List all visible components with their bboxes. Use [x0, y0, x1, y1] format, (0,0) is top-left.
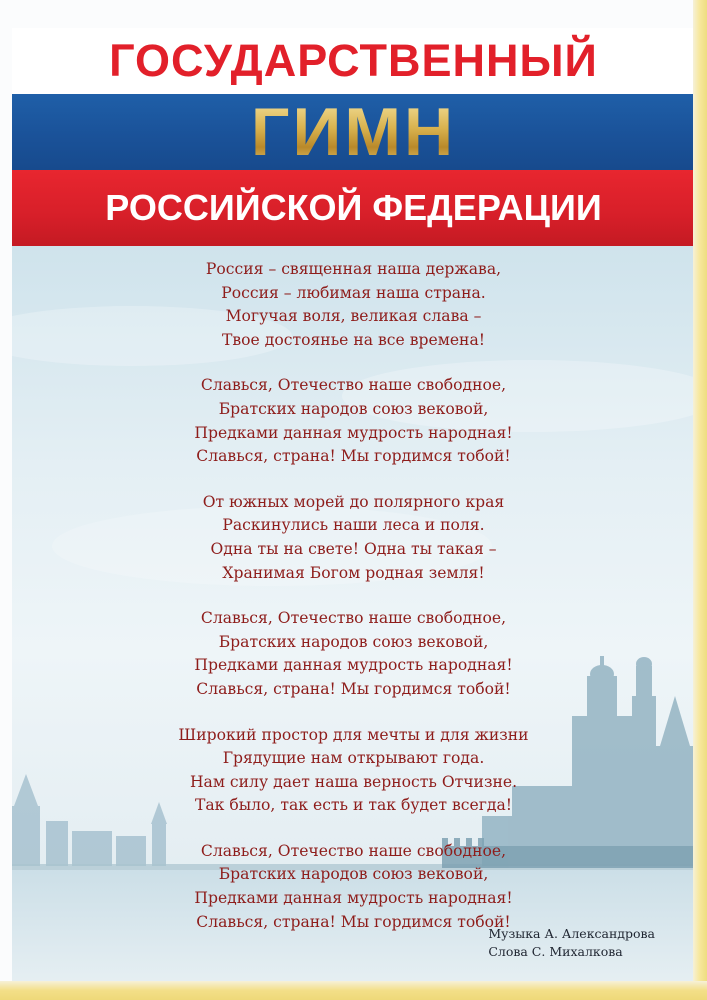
lyric-line: Грядущие нам открывают года.	[222, 749, 485, 768]
lyric-line: Одна ты на свете! Одна ты такая –	[210, 539, 497, 558]
lyric-line: Раскинулись наши леса и поля.	[222, 516, 485, 535]
title-state: ГОСУДАРСТВЕННЫЙ	[109, 35, 598, 86]
lyric-line: Предками данная мудрость народная!	[194, 656, 513, 675]
lyric-line: Хранимая Богом родная земля!	[222, 563, 485, 582]
music-credit: Музыка А. Александрова	[488, 926, 655, 941]
stanza-chorus	[0, 607, 707, 701]
lyric-line: Предками данная мудрость народная!	[194, 889, 513, 908]
gold-frame-right	[693, 0, 707, 1000]
stanza	[0, 258, 707, 352]
lyric-line: Нам силу дает наша верность Отчизне.	[189, 772, 518, 791]
lyric-line: Славься, страна! Мы гордимся тобой!	[196, 912, 511, 931]
words-credit: Слова С. Михалкова	[488, 944, 623, 959]
lyric-line: Могучая воля, великая слава –	[225, 307, 482, 326]
credits	[488, 925, 655, 961]
lyric-line: Славься, страна! Мы гордимся тобой!	[196, 447, 511, 466]
lyric-line: Широкий простор для мечты и для жизни	[178, 725, 529, 744]
anthem-lyrics	[0, 258, 707, 956]
lyric-line: Славься, Отечество наше свободное,	[200, 376, 507, 395]
stanza-chorus	[0, 374, 707, 468]
title-federation: РОССИЙСКОЙ ФЕДЕРАЦИИ	[105, 187, 602, 228]
lyric-line: Так было, так есть и так будет всегда!	[194, 796, 513, 815]
lyric-line: Братских народов союз вековой,	[218, 399, 489, 418]
stanza	[0, 724, 707, 818]
stanza-chorus	[0, 840, 707, 934]
lyric-line: Славься, страна! Мы гордимся тобой!	[196, 679, 511, 698]
lyric-line: От южных морей до полярного края	[202, 492, 505, 511]
gold-frame-bottom	[0, 981, 707, 1000]
lyric-line: Братских народов союз вековой,	[218, 632, 489, 651]
lyric-line: Твое достоянье на все времена!	[221, 330, 486, 349]
lyric-line: Славься, Отечество наше свободное,	[200, 609, 507, 628]
lyric-line: Россия – священная наша держава,	[205, 260, 502, 278]
title-anthem: ГИМН	[0, 94, 707, 170]
lyric-line: Предками данная мудрость народная!	[194, 423, 513, 442]
stanza	[0, 491, 707, 585]
lyric-line: Россия – любимая наша страна.	[221, 283, 486, 302]
lyric-line: Славься, Отечество наше свободное,	[200, 841, 507, 860]
lyric-line: Братских народов союз вековой,	[218, 865, 489, 884]
